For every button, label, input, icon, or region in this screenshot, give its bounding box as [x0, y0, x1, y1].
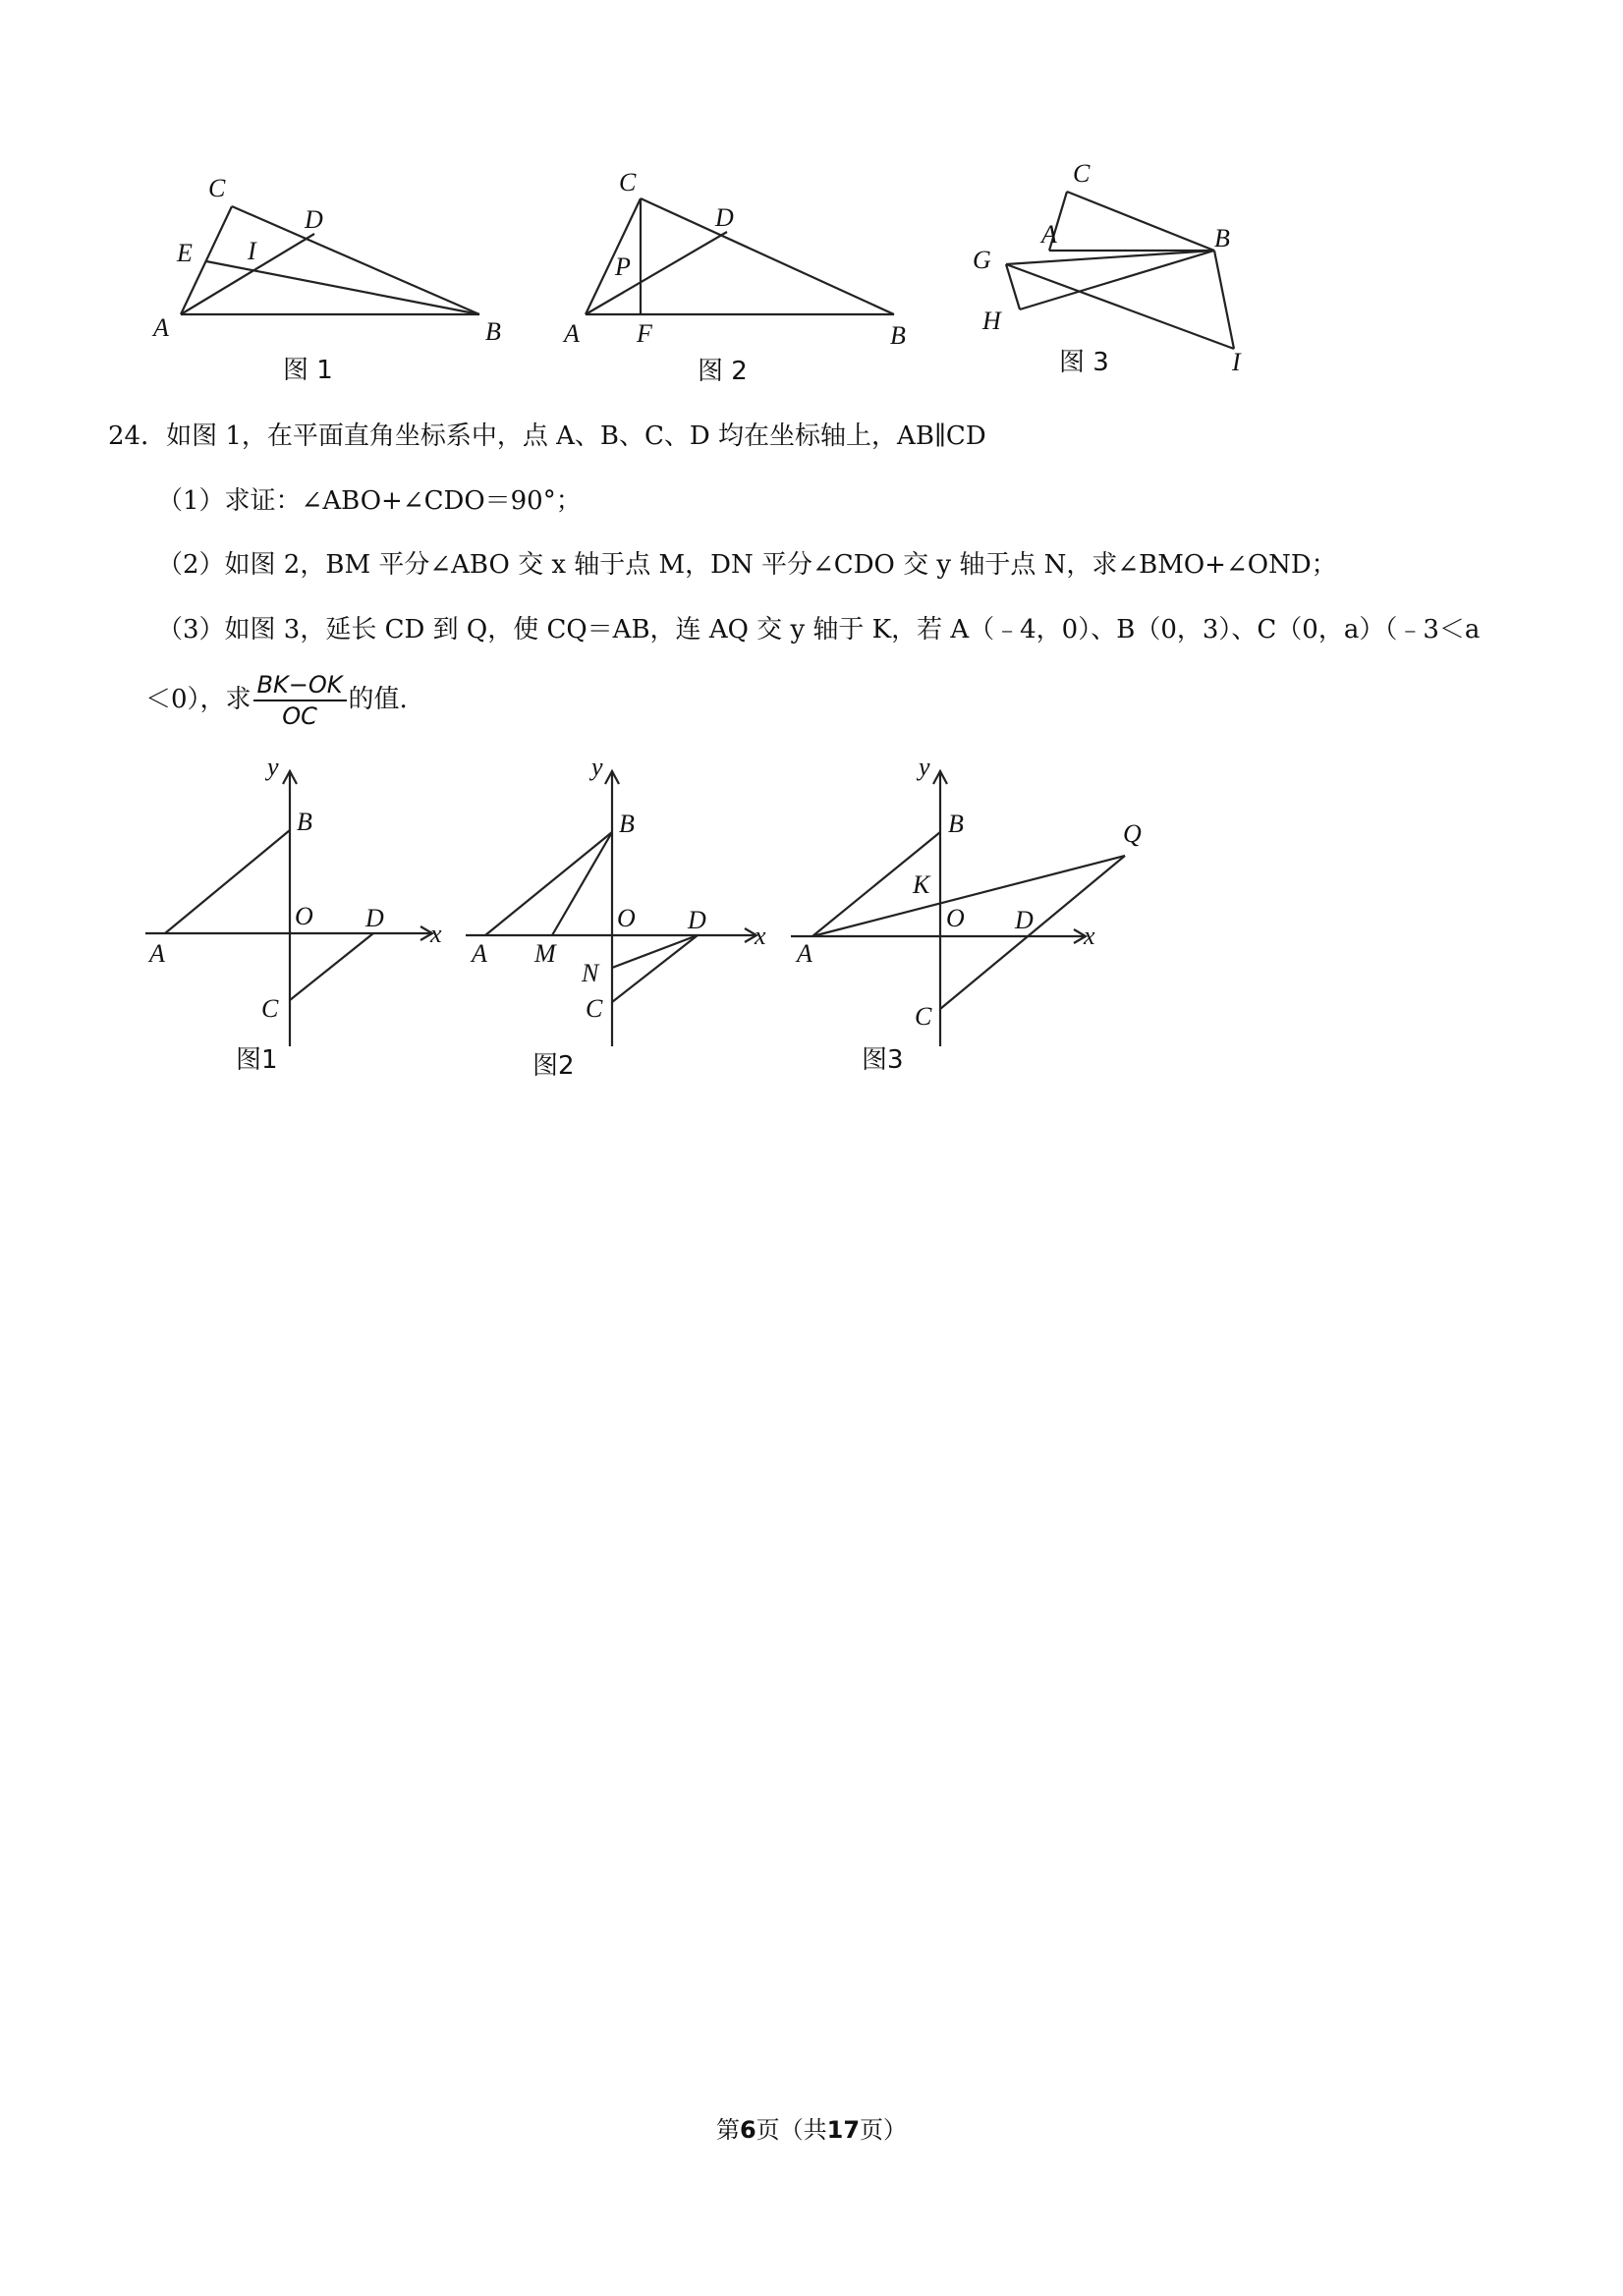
label-O: O	[617, 904, 636, 932]
figure-caption: 图3	[862, 1045, 904, 1075]
label-x: x	[1084, 922, 1095, 950]
coordinate-figure-1	[138, 752, 462, 1086]
label-C: C	[261, 994, 279, 1023]
label-A: A	[1041, 220, 1057, 249]
label-D: D	[688, 906, 706, 934]
figure-lines	[181, 206, 479, 314]
problem-part-2: （2）如图 2，BM 平分∠ABO 交 x 轴于点 M，DN 平分∠CDO 交 y 轴于点 N，求∠BMO+∠OND；	[157, 550, 1337, 580]
figure-lines	[1006, 192, 1234, 349]
label-D: D	[305, 205, 323, 234]
label-D: D	[365, 904, 384, 932]
figure-caption: 图2	[532, 1051, 575, 1081]
figure-caption: 图 3	[1059, 348, 1109, 377]
fraction-numerator: BK−OK	[253, 670, 347, 701]
label-C: C	[208, 174, 226, 202]
label-y: y	[267, 753, 279, 781]
label-G: G	[973, 246, 991, 274]
footer-prefix: 第	[715, 2116, 740, 2144]
label-N: N	[582, 959, 599, 987]
label-B: B	[297, 808, 312, 836]
label-F: F	[637, 319, 652, 348]
label-I: I	[248, 237, 256, 265]
label-C: C	[619, 168, 637, 196]
figure-caption: 图1	[236, 1045, 278, 1075]
label-B: B	[485, 317, 501, 346]
axes	[466, 771, 756, 1046]
label-D: D	[715, 203, 734, 232]
footer-middle: 页（共	[756, 2116, 827, 2144]
label-O: O	[946, 904, 965, 932]
label-E: E	[177, 239, 193, 267]
figure-lines	[586, 198, 894, 314]
figure-lines	[165, 830, 373, 1000]
part-3-suffix: 的值.	[348, 685, 408, 714]
label-A: A	[153, 313, 169, 342]
label-A: A	[564, 319, 580, 348]
label-B: B	[1214, 224, 1230, 252]
label-Q: Q	[1123, 819, 1142, 848]
label-C: C	[915, 1002, 932, 1031]
page-number: 6	[739, 2116, 756, 2144]
figure-caption: 图 2	[698, 357, 748, 386]
axes	[791, 771, 1086, 1046]
label-C: C	[586, 994, 603, 1023]
label-x: x	[430, 920, 442, 948]
problem-part-3: （3）如图 3，延长 CD 到 Q，使 CQ＝AB，连 AQ 交 y 轴于 K，若 A（﹣4，0）、B（0，3）、C（0，a）（﹣3＜a	[157, 615, 1481, 644]
label-H: H	[982, 307, 1001, 335]
label-K: K	[913, 870, 930, 899]
label-A: A	[472, 939, 487, 968]
page-footer	[0, 2110, 1623, 2145]
label-P: P	[615, 252, 631, 281]
coordinate-figure-3	[791, 752, 1184, 1086]
label-D: D	[1015, 906, 1034, 934]
problem-part-3-continued	[145, 670, 408, 731]
label-y: y	[591, 753, 603, 781]
label-I: I	[1232, 348, 1241, 376]
problem-statement: 24．如图 1，在平面直角坐标系中，点 A、B、C、D 均在坐标轴上，AB∥CD	[108, 421, 986, 451]
top-figure-2	[550, 157, 943, 393]
problem-part-1: （1）求证：∠ABO+∠CDO＝90°；	[157, 486, 582, 516]
label-O: O	[295, 902, 313, 930]
figure-caption: 图 1	[283, 356, 333, 385]
total-pages: 17	[826, 2116, 861, 2144]
part-3-prefix: ＜0），求	[145, 685, 252, 714]
coordinate-figure-2	[462, 752, 786, 1086]
label-M: M	[534, 939, 556, 968]
label-B: B	[619, 810, 635, 838]
label-A: A	[149, 939, 165, 968]
top-figure-3	[963, 152, 1277, 388]
label-B: B	[890, 321, 906, 350]
fraction-denominator: OC	[282, 702, 317, 730]
fraction	[253, 670, 347, 731]
label-B: B	[948, 810, 964, 838]
axes	[145, 771, 432, 1046]
label-A: A	[797, 939, 812, 968]
label-C: C	[1073, 159, 1091, 188]
footer-suffix: 页）	[860, 2116, 908, 2144]
figure-lines	[812, 832, 1125, 1009]
top-figure-1	[138, 167, 531, 393]
label-y: y	[919, 753, 930, 781]
label-x: x	[755, 922, 766, 950]
